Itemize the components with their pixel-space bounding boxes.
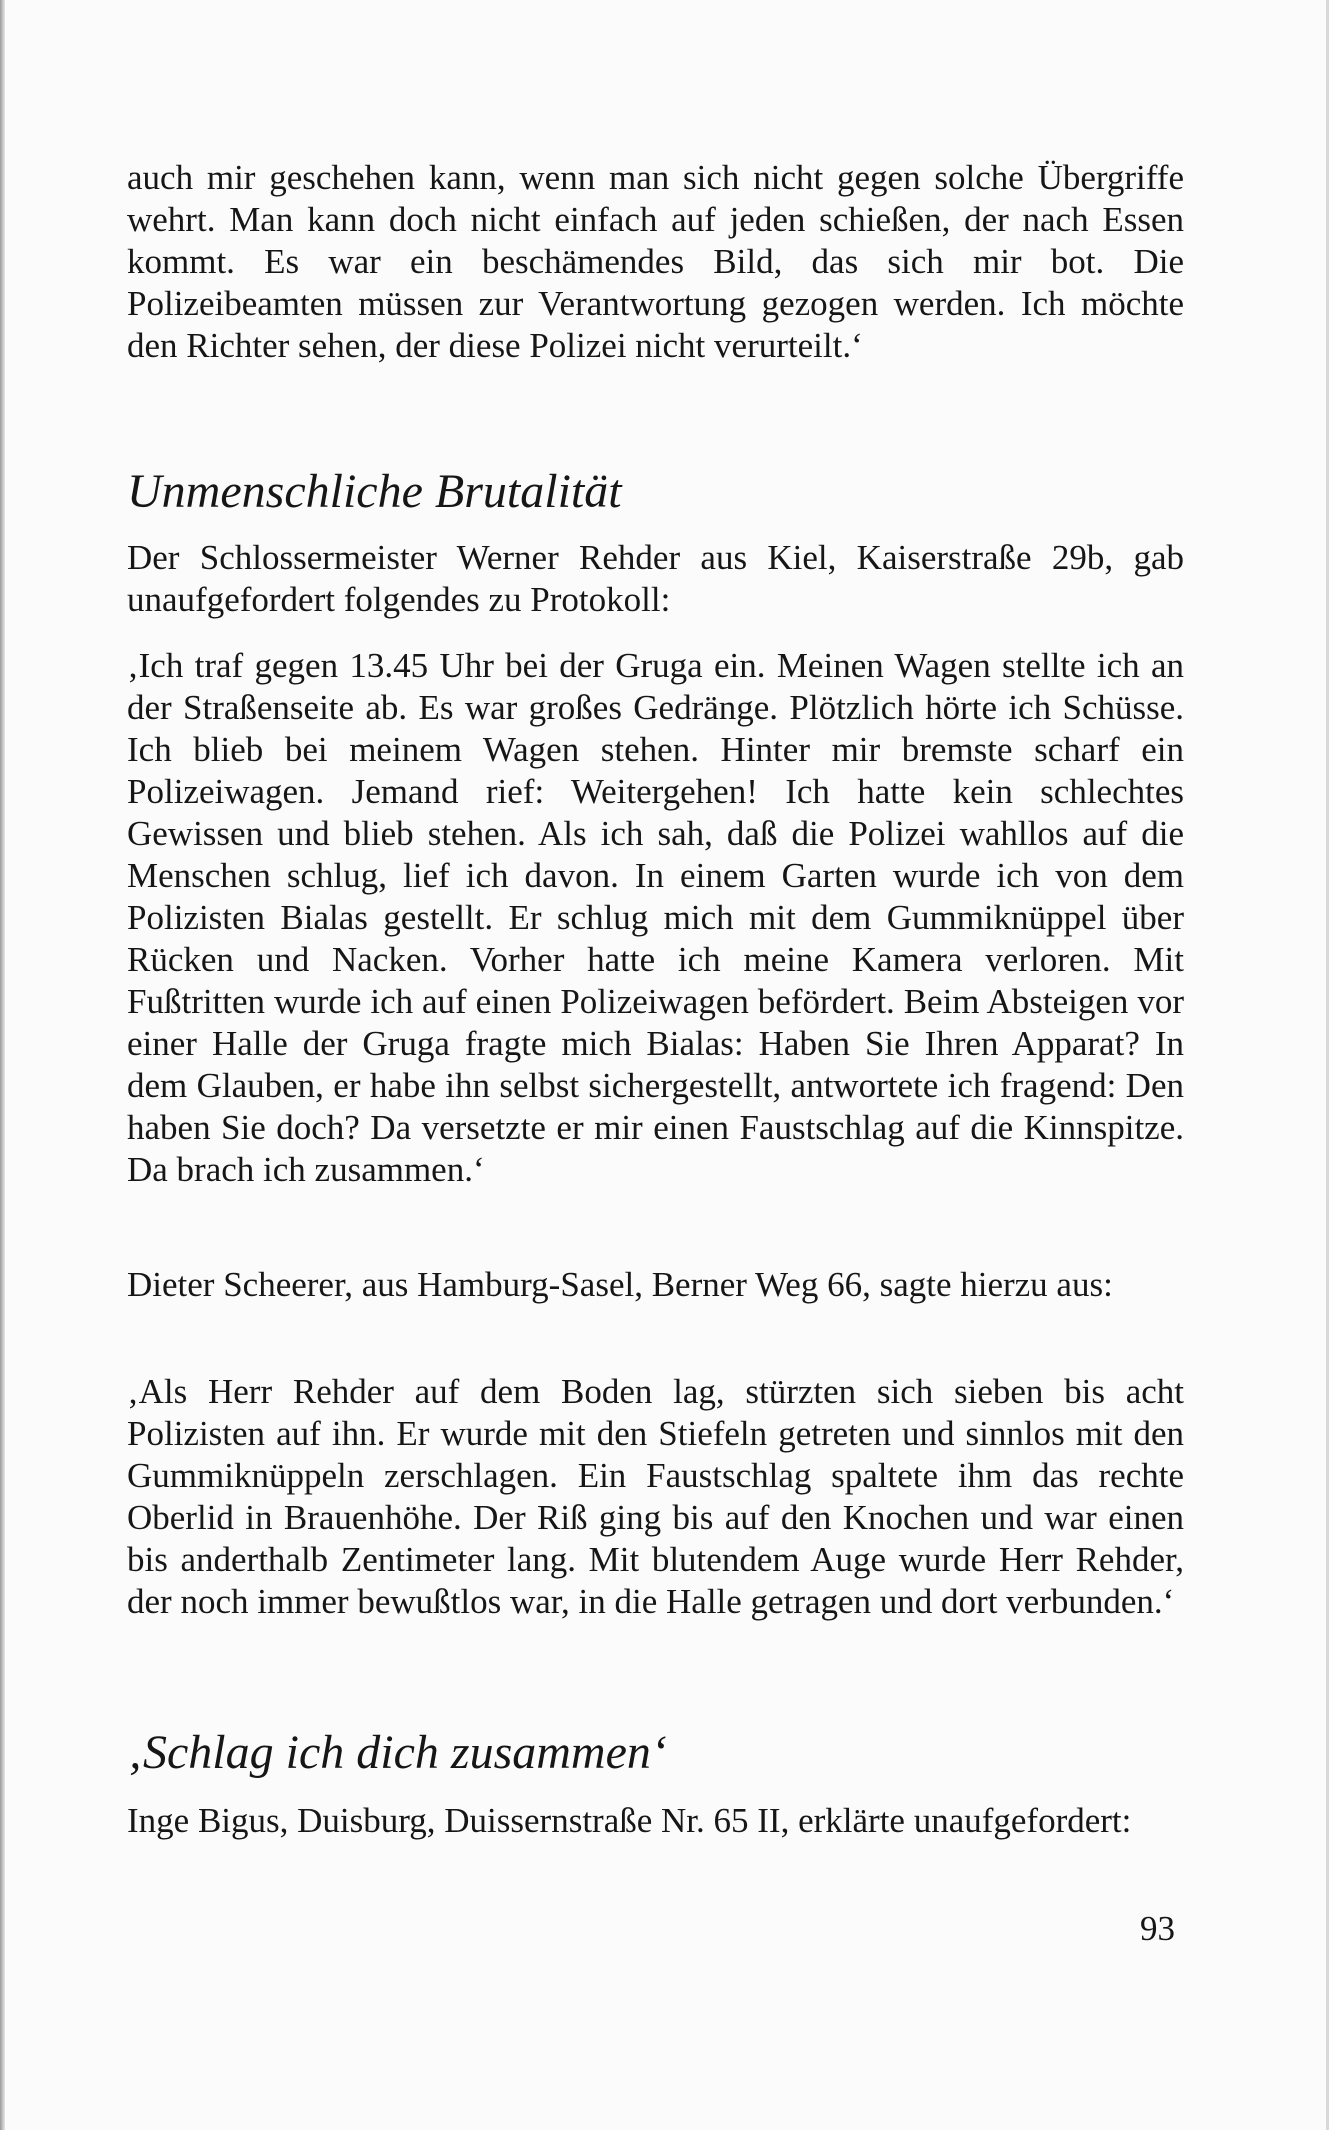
paragraph-quote-rehder <box>127 645 1184 1191</box>
section-heading-schlag: ‚Schlag ich dich zusammen‘ <box>127 1726 667 1779</box>
paragraph-text: Inge Bigus, Duisburg, Duissernstraße Nr. 65 II, erklärte unaufgefordert: <box>127 1801 1132 1840</box>
page-number: 93 <box>1140 1909 1175 1948</box>
paragraph-text: Der Schlossermeister Werner Rehder aus Kiel, Kaiserstraße 29b, gab unaufgefordert folgendes zu Protokoll: <box>127 538 1184 619</box>
paragraph-intro-bigus <box>127 1800 1184 1842</box>
paragraph-text: auch mir geschehen kann, wenn man sich nicht gegen solche Übergriffe wehrt. Man kann doch nicht einfach auf jeden schießen, der nach Essen kommt. Es war ein beschämendes Bild, das sich mir bot. Die Polizeibeamten müssen zur Verantwortung gezogen werden. Ich möchte den Richter sehen, der diese Polizei nicht verurteilt.‘ <box>127 158 1184 365</box>
paragraph-intro-rehder <box>127 537 1184 621</box>
paragraph-continuation <box>127 157 1184 367</box>
paragraph-text: ‚Als Herr Rehder auf dem Boden lag, stürzten sich sieben bis acht Polizisten auf ihn. Er wurde mit den Stiefeln getreten und sinnlos mit den Gummiknüppeln zerschlagen. Ein Faustschlag spaltete ihm das rechte Oberlid in Brauenhöhe. Der Riß ging bis auf den Knochen und war einen bis anderthalb Zentimeter lang. Mit blutendem Auge wurde Herr Rehder, der noch immer bewußtlos war, in die Halle getragen und dort verbunden.‘ <box>127 1372 1184 1621</box>
page-edge-left <box>0 0 5 2130</box>
section-heading-brutalitaet: Unmenschliche Brutalität <box>127 465 622 518</box>
paragraph-text: ‚Ich traf gegen 13.45 Uhr bei der Gruga ein. Meinen Wagen stellte ich an der Straßenseite ab. Es war großes Gedränge. Plötzlich hörte ich Schüsse. Ich blieb bei meinem Wagen stehen. Hinter mir bremste scharf ein Polizeiwagen. Jemand rief: Weitergehen! Ich hatte kein schlechtes Gewissen und blieb stehen. Als ich sah, daß die Polizei wahllos auf die Menschen schlug, lief ich davon. In einem Garten wurde ich von dem Polizisten Bialas gestellt. Er schlug mich mit dem Gummiknüppel über Rücken und Nacken. Vorher hatte ich meine Kamera verloren. Mit Fußtritten wurde ich auf einen Polizeiwagen befördert. Beim Absteigen vor einer Halle der Gruga fragte mich Bialas: Haben Sie Ihren Apparat? In dem Glauben, er habe ihn selbst sichergestellt, antwortete ich fragend: Den haben Sie doch? Da versetzte er mir einen Faustschlag auf die Kinnspitze. Da brach ich zusammen.‘ <box>127 646 1184 1189</box>
paragraph-quote-scheerer <box>127 1371 1184 1623</box>
paragraph-intro-scheerer <box>127 1264 1184 1306</box>
paragraph-text: Dieter Scheerer, aus Hamburg-Sasel, Berner Weg 66, sagte hierzu aus: <box>127 1265 1113 1304</box>
